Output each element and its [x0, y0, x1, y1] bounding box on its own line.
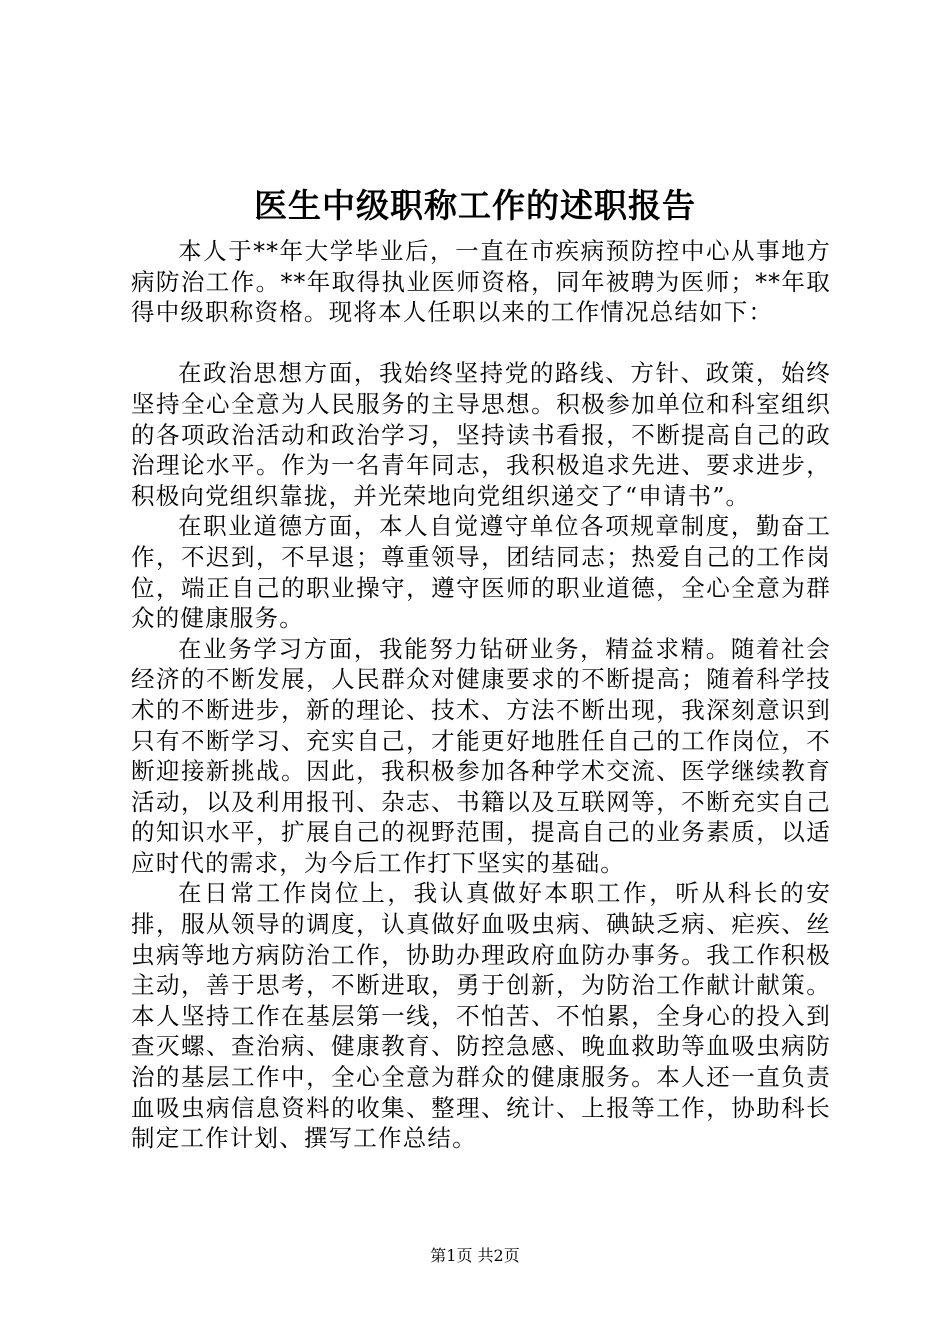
paragraph-study: 在业务学习方面，我能努力钻研业务，精益求精。随着社会经济的不断发展，人民群众对健康要求的不断提高；随着科学技术的不断进步，新的理论、技术、方法不断出现，我深刻意识到只有不断学习、充实自己，才能更好地胜任自己的工作岗位，不断迎接新挑战。因此，我积极参加各种学术交流、医学继续教育活动，以及利用报刊、杂志、书籍以及互联网等，不断充实自己的知识水平，扩展自己的视野范围，提高自己的业务素质，以适应时代的需求，为今后工作打下坚实的基础。: [131, 634, 831, 877]
paragraph-political: 在政治思想方面，我始终坚持党的路线、方针、政策，始终坚持全心全意为人民服务的主导思想。积极参加单位和科室组织的各项政治活动和政治学习，坚持读书看报，不断提高自己的政治理论水平。作为一名青年同志，我积极追求先进、要求进步，积极向党组织靠拢，并光荣地向党组织递交了“申请书”。: [131, 359, 831, 510]
document-body: [131, 236, 831, 1154]
paragraph-ethics: 在职业道德方面，本人自觉遵守单位各项规章制度，勤奋工作，不迟到，不早退；尊重领导，团结同志；热爱自己的工作岗位，端正自己的职业操守，遵守医师的职业道德，全心全意为群众的健康服务。: [131, 512, 831, 633]
paragraph-intro: 本人于**年大学毕业后，一直在市疾病预防控中心从事地方病防治工作。**年取得执业医师资格，同年被聘为医师；**年取得中级职称资格。现将本人任职以来的工作情况总结如下：: [131, 237, 831, 327]
page-number: 第1页 共2页: [430, 1246, 520, 1265]
paragraph-daily-work: 在日常工作岗位上，我认真做好本职工作，听从科长的安排，服从领导的调度，认真做好血吸虫病、碘缺乏病、疟疾、丝虫病等地方病防治工作，协助办理政府血防办事务。我工作积极主动，善于思考，不断进取，勇于创新，为防治工作献计献策。本人坚持工作在基层第一线，不怕苦、不怕累，全身心的投入到查灭螺、查治病、健康教育、防控急感、晚血救助等血吸虫病防治的基层工作中，全心全意为群众的健康服务。本人还一直负责血吸虫病信息资料的收集、整理、统计、上报等工作，协助科长制定工作计划、撰写工作总结。: [131, 879, 831, 1153]
document-title: 医生中级职称工作的述职报告: [254, 186, 696, 225]
